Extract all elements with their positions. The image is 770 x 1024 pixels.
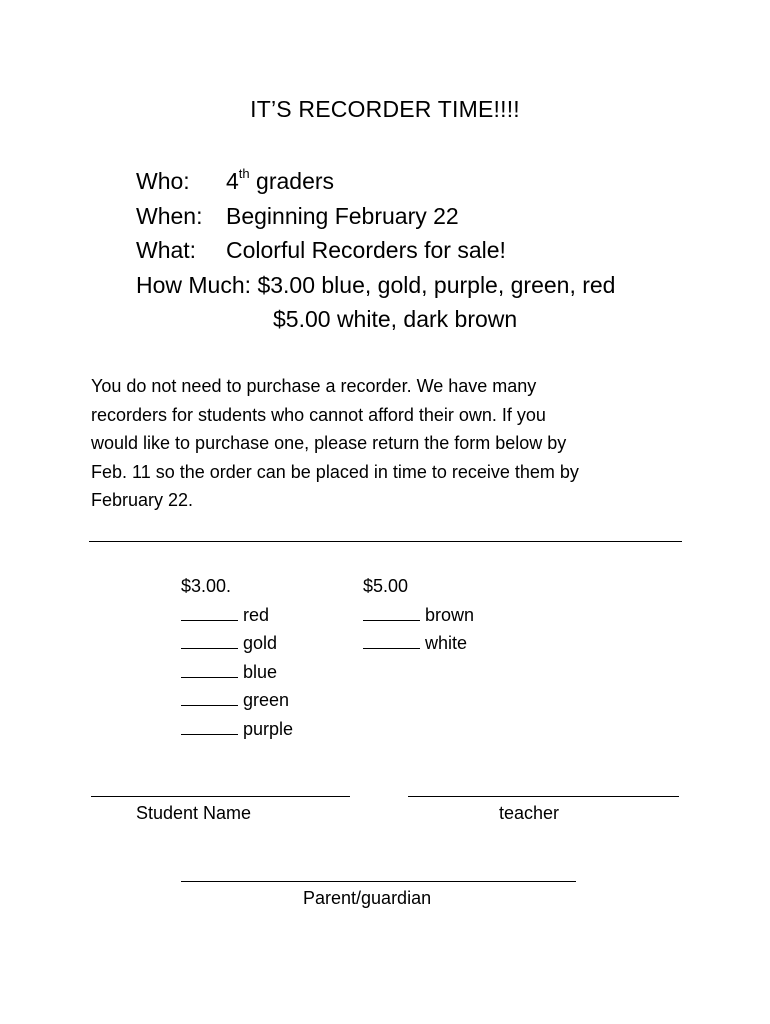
how-much-line-1: $3.00 blue, gold, purple, green, red [257, 271, 616, 298]
option-label: green [243, 690, 290, 710]
quantity-blank[interactable] [181, 601, 238, 621]
quantity-blank[interactable] [181, 715, 238, 735]
price-header: $5.00 [363, 576, 409, 596]
order-option-blue [181, 658, 293, 687]
how-much-row-2 [136, 302, 615, 337]
what-row [136, 233, 615, 268]
option-label: blue [243, 661, 278, 682]
who-value-ordinal: th [238, 166, 250, 181]
who-value-rest: graders [249, 168, 335, 194]
flyer-title: IT’S RECORDER TIME!!!! [250, 96, 520, 122]
who-label: Who: [136, 168, 190, 194]
quantity-blank[interactable] [363, 629, 420, 649]
order-option-gold [181, 629, 293, 658]
quantity-blank[interactable] [181, 658, 238, 678]
order-option-white [363, 629, 474, 658]
option-label: purple [243, 718, 294, 739]
parent-guardian-line[interactable] [181, 881, 576, 882]
quantity-blank[interactable] [363, 601, 420, 621]
quantity-blank[interactable] [181, 629, 238, 649]
option-label: white [425, 633, 468, 653]
note-line: Feb. 11 so the order can be placed in time to receive them by [91, 461, 579, 482]
how-much-row [136, 268, 615, 303]
who-row [136, 164, 615, 199]
option-label: brown [425, 604, 475, 625]
order-option-green [181, 686, 293, 715]
when-value: Beginning February 22 [226, 202, 459, 229]
when-label: When: [136, 202, 203, 229]
note-line: recorders for students who cannot afford their own. If you [91, 404, 546, 425]
when-row [136, 199, 615, 234]
how-much-line-2: $5.00 white, dark brown [273, 306, 518, 332]
note-line: February 22. [91, 490, 194, 510]
order-column-5-dollar [363, 572, 474, 658]
student-name-line[interactable] [91, 796, 350, 797]
order-column-3-dollar [181, 572, 293, 743]
purchase-note [91, 372, 691, 515]
note-line: You do not need to purchase a recorder. We have many [91, 376, 537, 396]
option-label: red [243, 604, 270, 625]
how-much-label: How Much: [136, 271, 252, 298]
who-value-number: 4 [226, 168, 239, 194]
order-option-purple [181, 715, 293, 744]
what-label: What: [136, 237, 197, 263]
event-info [136, 164, 615, 337]
quantity-blank[interactable] [181, 686, 238, 706]
teacher-line[interactable] [408, 796, 679, 797]
teacher-label: teacher [499, 803, 560, 823]
price-header: $3.00. [181, 576, 232, 596]
cut-line-divider [89, 541, 682, 542]
what-value: Colorful Recorders for sale! [226, 237, 506, 263]
option-label: gold [243, 633, 278, 653]
note-line: would like to purchase one, please return the form below by [91, 433, 567, 453]
parent-guardian-label: Parent/guardian [303, 888, 432, 908]
order-option-red [181, 601, 293, 630]
student-name-label: Student Name [136, 803, 252, 823]
order-option-brown [363, 601, 474, 630]
